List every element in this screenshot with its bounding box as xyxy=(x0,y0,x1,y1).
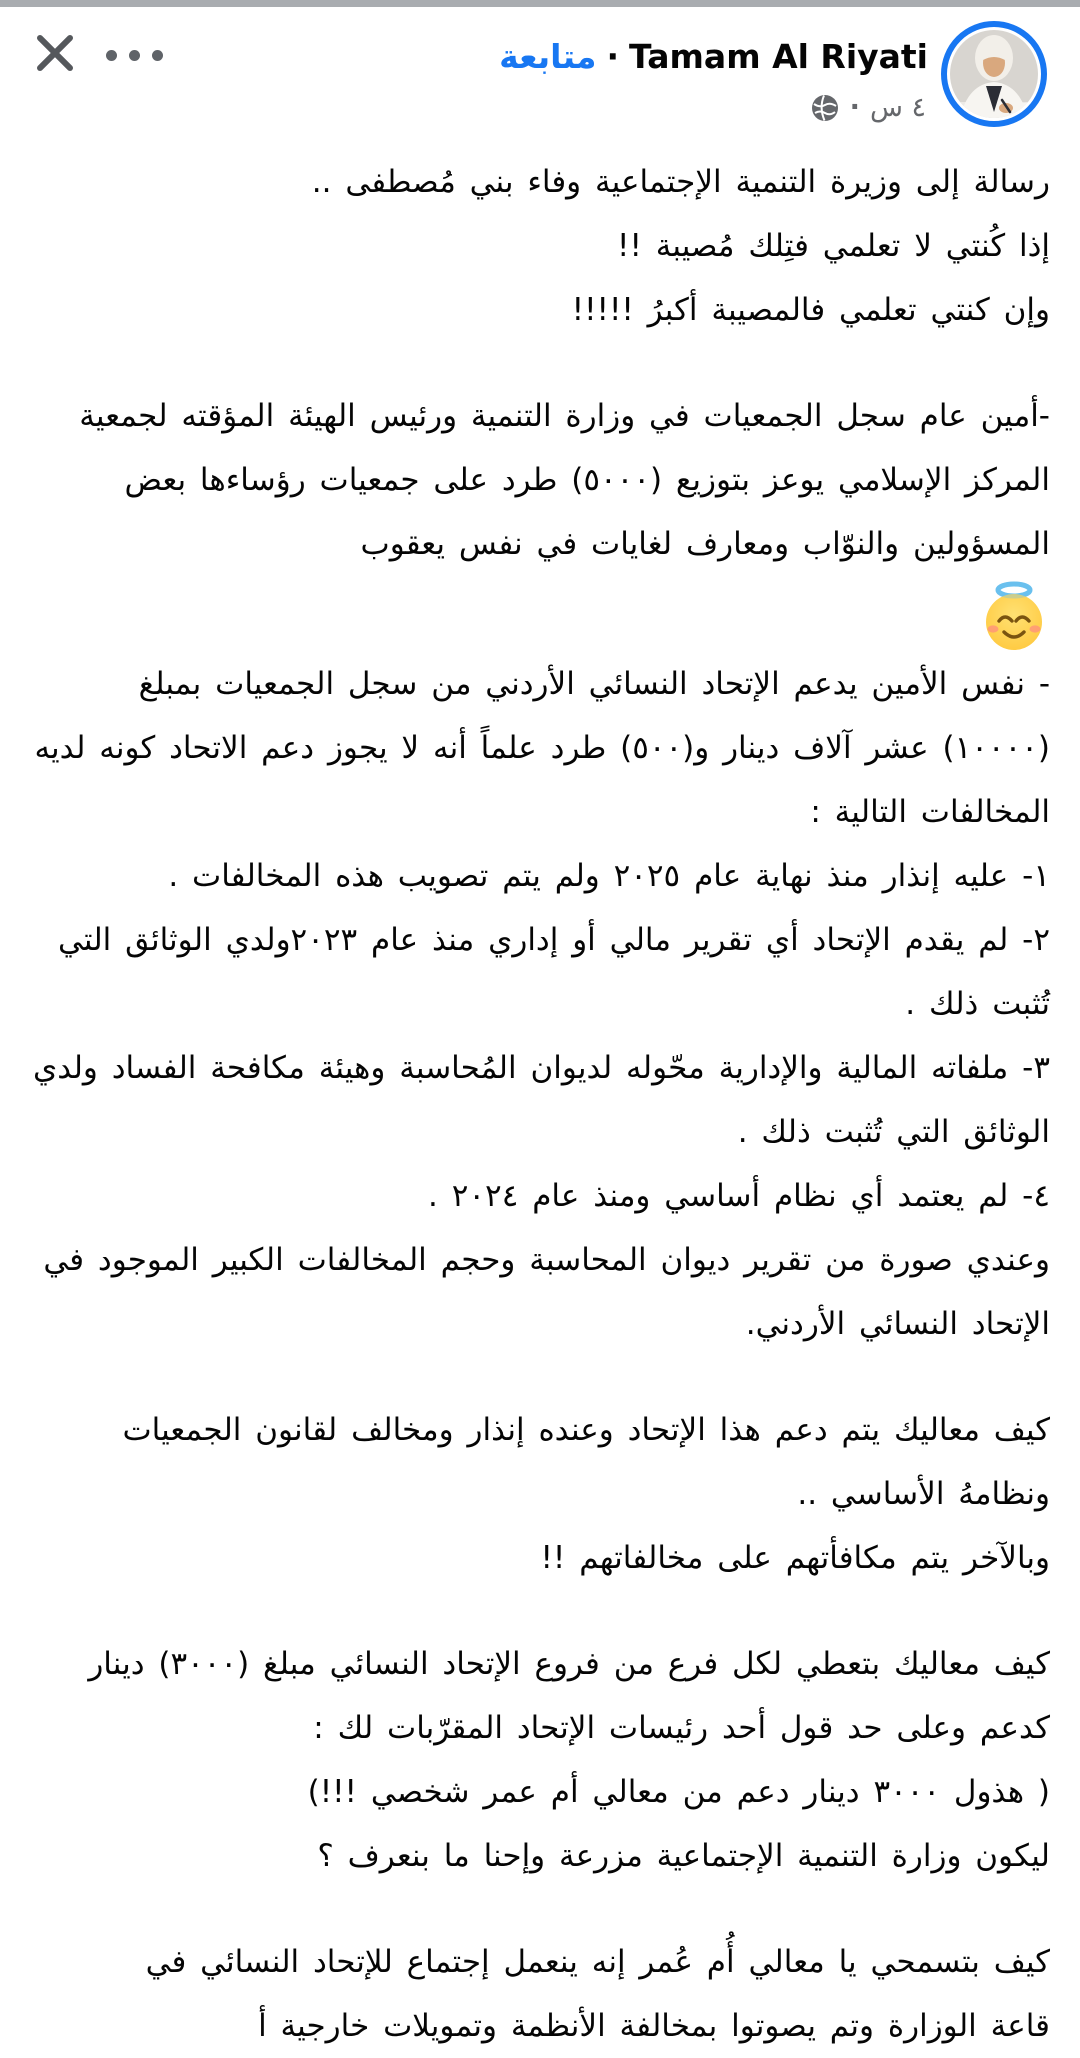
post-paragraph xyxy=(24,576,1050,652)
post-body xyxy=(24,150,1050,2058)
post-paragraph xyxy=(24,908,1050,1036)
paragraph-text: قاعة الوزارة وتم يصوتوا بمخالفة الأنظمة وتمويلات خارجية أ xyxy=(258,2008,1050,2044)
paragraph-text: - نفس الأمين يدعم الإتحاد النسائي الأردني من سجل الجمعيات بمبلغ (١٠٠٠٠) عشر آلاف دينار و(٥٠٠) طرد علماً أنه لا يجوز دعم الاتحاد كونه لديه المخالفات التالية : xyxy=(34,666,1050,830)
post-paragraph xyxy=(24,1398,1050,1526)
paragraph-text: وبالآخر يتم مكافأتهم على مخالفاتهم !! xyxy=(540,1540,1050,1576)
smiling-face-with-halo-emoji xyxy=(978,580,1050,652)
paragraph-text: ٤- لم يعتمد أي نظام أساسي ومنذ عام ٢٠٢٤ . xyxy=(428,1178,1050,1214)
profile-name[interactable]: Tamam Al Riyati xyxy=(629,37,928,76)
paragraph-text: ( هذول ٣٠٠٠ دينار دعم من معالي أم عمر شخصي !!!) xyxy=(307,1774,1050,1810)
timestamp: ٤ س xyxy=(869,92,926,123)
paragraph-text: ٣- ملفاته المالية والإدارية محّوله لديوان المُحاسبة وهيئة مكافحة الفساد ولدي الوثائق التي تُثبت ذلك . xyxy=(32,1050,1050,1150)
meta-separator: · xyxy=(849,92,860,123)
top-divider-bar xyxy=(0,0,1080,7)
profile-photo-icon xyxy=(940,20,1048,128)
paragraph-text: ٢- لم يقدم الإتحاد أي تقرير مالي أو إداري منذ عام ٢٠٢٣ولدي الوثائق التي تُثبت ذلك . xyxy=(58,922,1050,1022)
post-paragraph xyxy=(24,1824,1050,1888)
post-paragraph xyxy=(24,384,1050,576)
post-paragraph xyxy=(24,844,1050,908)
globe-icon xyxy=(810,93,840,123)
post-paragraph xyxy=(24,150,1050,214)
post-paragraph xyxy=(24,214,1050,278)
follow-link[interactable]: متابعة xyxy=(499,37,597,76)
paragraph-text: ليكون وزارة التنمية الإجتماعية مزرعة وإحنا ما بنعرف ؟ xyxy=(317,1838,1050,1874)
post-paragraph xyxy=(24,1994,1050,2058)
post-paragraph xyxy=(24,1228,1050,1356)
post-paragraph xyxy=(24,1036,1050,1164)
more-options-icon xyxy=(152,50,163,61)
paragraph-text: -أمين عام سجل الجمعيات في وزارة التنمية ورئيس الهيئة المؤقته لجمعية المركز الإسلامي يوعز بتوزيع (٥٠٠٠) طرد على جمعيات رؤساءها بعض المسؤولين والنوّاب ومعارف لغايات في نفس يعقوب xyxy=(79,398,1050,562)
paragraph-text: إذا كُنتي لا تعلمي فتِلك مُصيبة !! xyxy=(617,228,1050,264)
post-paragraph xyxy=(24,278,1050,342)
paragraph-text: وعندي صورة من تقرير ديوان المحاسبة وحجم المخالفات الكبير الموجود في الإتحاد النسائي الأردني. xyxy=(43,1242,1050,1342)
paragraph-text: كيف معاليك بتعطي لكل فرع من فروع الإتحاد النسائي مبلغ (٣٠٠٠) دينار كدعم وعلى حد قول أحد رئيسات الإتحاد المقرّبات لك : xyxy=(88,1646,1050,1746)
post-meta-row xyxy=(810,92,926,123)
post-paragraph xyxy=(24,1632,1050,1760)
paragraph-text: كيف بتسمحي يا معالي أُم عُمر إنه ينعمل إجتماع للإتحاد النسائي في xyxy=(145,1944,1050,1980)
paragraph-text: رسالة إلى وزيرة التنمية الإجتماعية وفاء بني مُصطفى .. xyxy=(311,164,1050,200)
more-options-button[interactable] xyxy=(106,44,176,66)
paragraph-text: كيف معاليك يتم دعم هذا الإتحاد وعنده إنذار ومخالف لقانون الجمعيات ونظامهُ الأساسي .. xyxy=(122,1412,1050,1512)
paragraph-text: ١- عليه إنذار منذ نهاية عام ٢٠٢٥ ولم يتم تصويب هذه المخالفات . xyxy=(168,858,1050,894)
post-paragraph xyxy=(24,1930,1050,1994)
post-paragraph xyxy=(24,1760,1050,1824)
close-icon xyxy=(28,26,82,80)
avatar[interactable] xyxy=(940,20,1048,128)
close-button[interactable] xyxy=(28,26,82,80)
paragraph-text: وإن كنتي تعلمي فالمصيبة أكبرُ !!!!! xyxy=(571,292,1050,328)
more-options-icon xyxy=(129,50,140,61)
post-paragraph xyxy=(24,652,1050,844)
more-options-icon xyxy=(106,50,117,61)
name-follow-separator: · xyxy=(606,37,620,76)
post-header-name-row xyxy=(499,36,928,78)
post-paragraph xyxy=(24,1526,1050,1590)
post-paragraph xyxy=(24,1164,1050,1228)
